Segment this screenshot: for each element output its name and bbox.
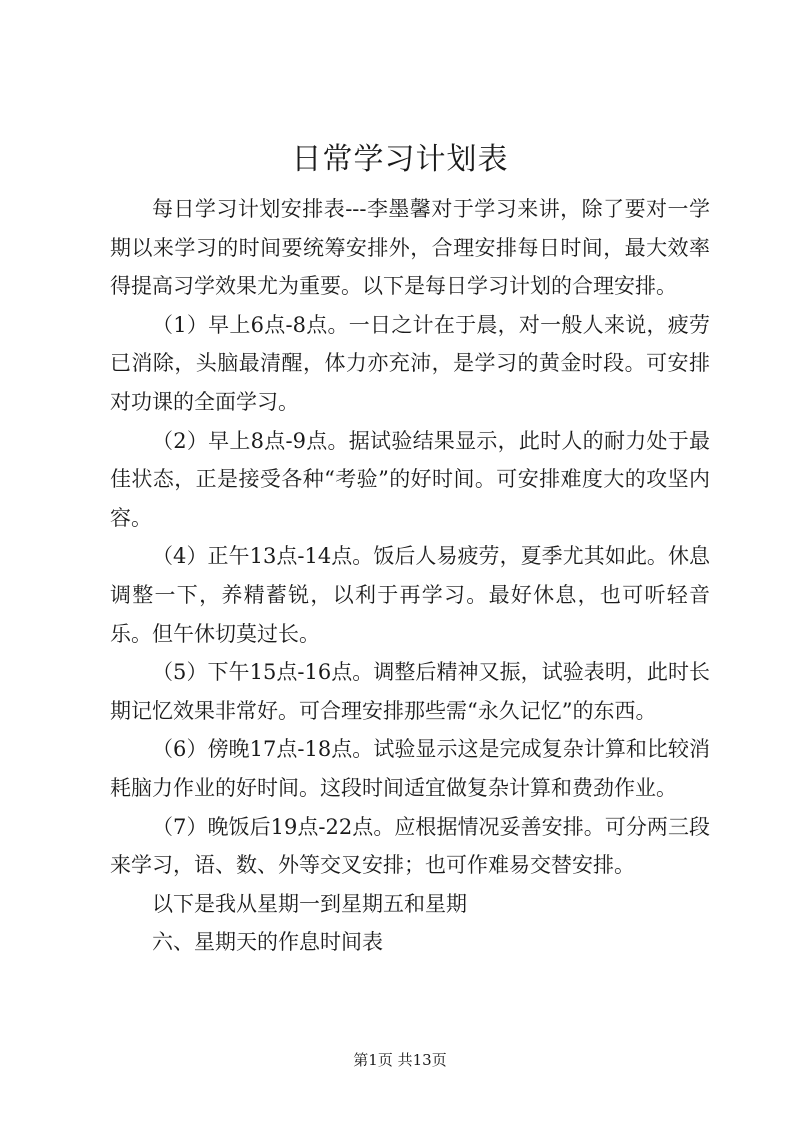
paragraph-item-2: （2）早上8点-9点。据试验结果显示，此时人的耐力处于最佳状态，正是接受各种“考验”的好时间。可安排难度大的攻坚内容。 xyxy=(110,428,710,530)
paragraph-schedule-heading: 六、星期天的作息时间表 xyxy=(152,930,383,955)
paragraph-item-7: （7）晚饭后19点-22点。应根据情况妥善安排。可分两三段来学习，语、数、外等交叉安排；也可作难易交替安排。 xyxy=(110,814,710,878)
paragraph-item-6: （6）傍晚17点-18点。试验显示这是完成复杂计算和比较消耗脑力作业的好时间。这段时间适宜做复杂计算和费劲作业。 xyxy=(110,737,710,800)
page-footer: 第1页 共13页 xyxy=(353,1051,447,1069)
paragraph-item-1: （1）早上6点-8点。一日之计在于晨，对一般人来说，疲劳已消除，头脑最清醒，体力亦充沛，是学习的黄金时段。可安排对功课的全面学习。 xyxy=(110,312,710,414)
paragraph-item-5: （5）下午15点-16点。调整后精神又振，试验表明，此时长期记忆效果非常好。可合理安排那些需“永久记忆”的东西。 xyxy=(110,660,710,723)
page-title: 日常学习计划表 xyxy=(291,142,509,177)
paragraph-item-4: （4）正午13点-14点。饭后人易疲劳，夏季尤其如此。休息调整一下，养精蓄锐，以利于再学习。最好休息，也可听轻音乐。但午休切莫过长。 xyxy=(110,544,710,646)
paragraph-intro: 每日学习计划安排表---李墨馨对于学习来讲，除了要对一学期以来学习的时间要统筹安排外，合理安排每日时间，最大效率得提高习学效果尤为重要。以下是每日学习计划的合理安排。 xyxy=(110,197,710,299)
document-body xyxy=(110,190,710,962)
paragraph-schedule-lead: 以下是我从星期一到星期五和星期 xyxy=(152,891,467,916)
